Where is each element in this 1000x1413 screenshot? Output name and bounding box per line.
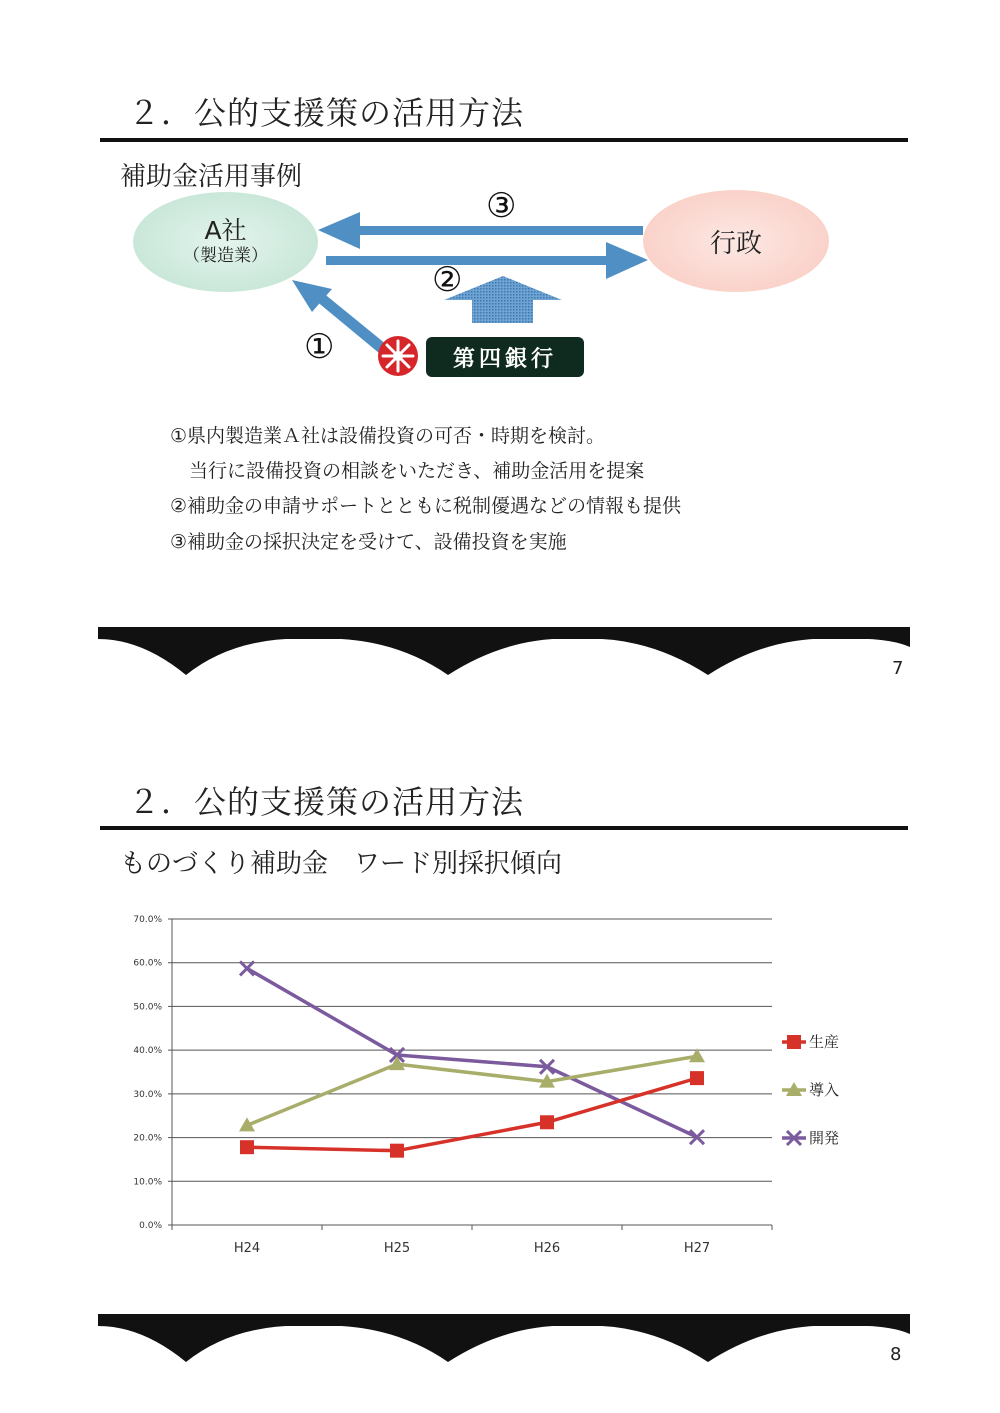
slide2-subtitle: ものづくり補助金 ワード別採択傾向 (120, 849, 563, 879)
x-tick-label: H25 (383, 1241, 411, 1256)
step1-label: ① (304, 327, 335, 367)
slide2-title-rule (100, 826, 908, 830)
y-tick-label: 10.0% (133, 1177, 162, 1188)
series-line-生産 (247, 1078, 697, 1151)
bank-mark-icon (378, 336, 418, 376)
legend-label-生産: 生産 (809, 1033, 840, 1051)
data-point-生産 (390, 1144, 404, 1158)
government-name: 行政 (709, 228, 762, 259)
arrow-company-to-gov (326, 242, 648, 279)
y-tick-label: 20.0% (133, 1133, 162, 1144)
legend-marker-生産 (787, 1035, 801, 1049)
step2-label: ② (432, 260, 463, 300)
series-line-導入 (247, 1056, 697, 1125)
company-industry: （製造業） (183, 246, 268, 266)
slide1-page-number: 7 (892, 658, 904, 679)
slide2-footer-scallop (98, 1314, 910, 1366)
y-tick-label: 70.0% (133, 915, 162, 925)
note-1: ①県内製造業Ａ社は設備投資の可否・時期を検討。 (170, 425, 606, 447)
y-tick-label: 0.0% (139, 1221, 162, 1231)
x-tick-label: H24 (233, 1241, 261, 1256)
slide1-footer-scallop (98, 627, 910, 679)
slide2-page-number: 8 (890, 1344, 902, 1365)
data-point-生産 (540, 1115, 554, 1129)
step3-label: ③ (486, 186, 517, 226)
data-point-生産 (690, 1071, 704, 1085)
legend-label-導入: 導入 (809, 1081, 840, 1099)
y-tick-label: 40.0% (133, 1046, 162, 1057)
y-tick-label: 50.0% (133, 1002, 162, 1013)
bank-name-plate: 第四銀行 (426, 337, 584, 377)
data-point-開発 (240, 961, 254, 975)
arrow-gov-to-company (318, 212, 643, 249)
slide1-subtitle: 補助金活用事例 (120, 162, 303, 192)
company-name: A社 (204, 216, 247, 245)
legend-label-開発: 開発 (809, 1129, 840, 1147)
slide2-title: ２．公的支援策の活用方法 (128, 783, 525, 821)
line-chart (110, 900, 880, 1270)
note-3: ③補助金の採択決定を受けて、設備投資を実施 (170, 531, 567, 553)
series-line-開発 (247, 968, 697, 1137)
x-tick-label: H26 (533, 1241, 561, 1256)
y-tick-label: 60.0% (133, 958, 162, 969)
y-tick-label: 30.0% (133, 1089, 162, 1100)
note-2: ②補助金の申請サポートとともに税制優遇などの情報も提供 (170, 495, 682, 517)
x-tick-label: H27 (683, 1241, 711, 1256)
data-point-生産 (240, 1140, 254, 1154)
note-1-cont: 当行に設備投資の相談をいただき、補助金活用を提案 (170, 460, 645, 482)
slide1-title: ２．公的支援策の活用方法 (128, 94, 525, 132)
